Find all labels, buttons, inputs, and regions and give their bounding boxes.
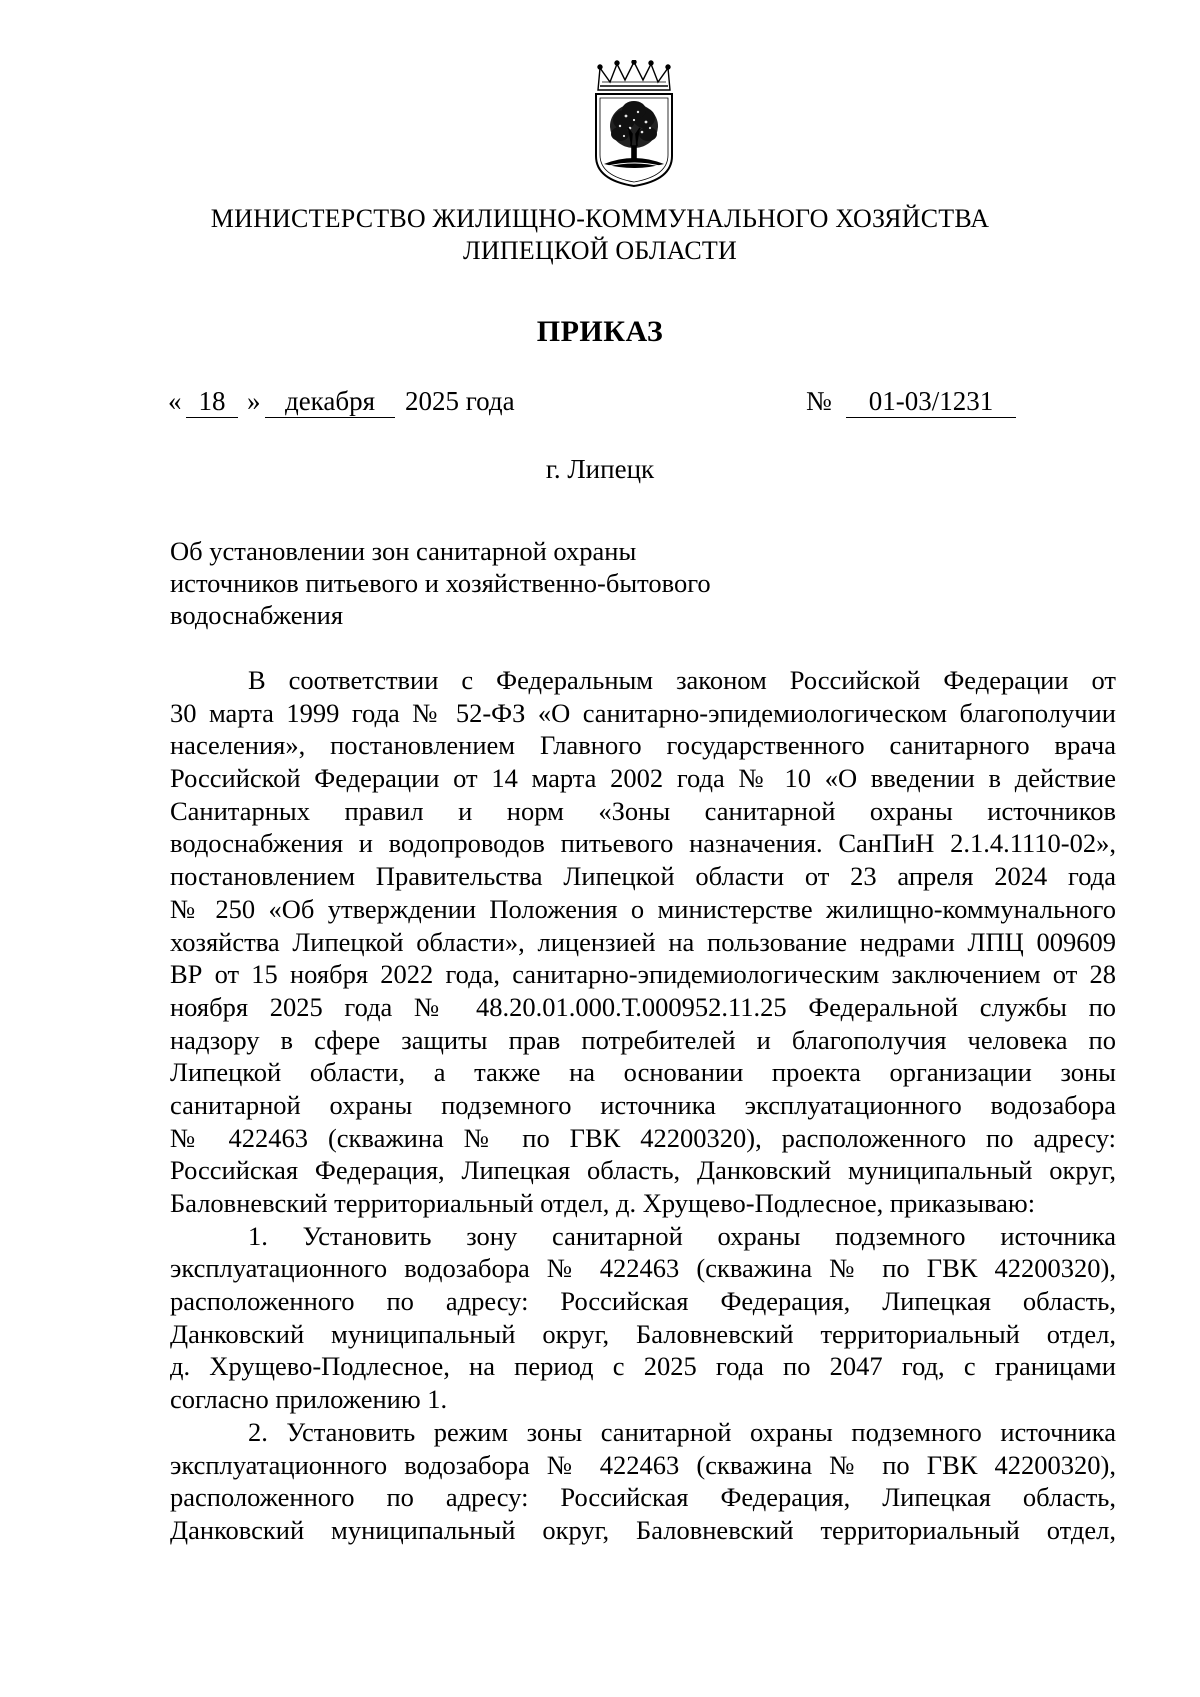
text-line: водоснабжения и водопроводов питьевого назначения. СанПиН 2.1.4.1110-02», [170,828,1116,859]
text-line: 30 марта 1999 года № 52-ФЗ «О санитарно-эпидемиологическом благополучии [170,697,1116,728]
text-line: 2. Установить режим зоны санитарной охраны подземного источника [248,1416,1116,1447]
text-line: Данковский муниципальный округ, Баловневский территориальный отдел, [170,1514,1116,1545]
text-line: расположенного по адресу: Российская Федерация, Липецкая область, [170,1286,1116,1317]
number-sign: № [806,386,832,416]
subject-line: водоснабжения [170,600,344,630]
text-line: расположенного по адресу: Российская Федерация, Липецкая область, [170,1482,1116,1513]
date-close-quote: » [247,386,261,416]
document-subject [170,535,870,631]
text-line: В соответствии с Федеральным законом Российской Федерации от [248,665,1116,695]
text-line: согласно приложению 1. [170,1384,448,1415]
text-line: Российской Федерации от 14 марта 2002 года № 10 «О введении в действие [170,763,1116,794]
date-day: 18 [186,385,238,418]
date-open-quote: « [168,386,182,416]
text-line: Российская Федерация, Липецкая область, Данковский муниципальный округ, [170,1155,1116,1186]
text-line: 1. Установить зону санитарной охраны подземного источника [248,1220,1116,1251]
text-line: Липецкой области, а также на основании проекта организации зоны [170,1057,1116,1088]
ministry-name-line-1: МИНИСТЕРСТВО ЖИЛИЩНО-КОММУНАЛЬНОГО ХОЗЯЙСТВА [210,204,990,233]
text-line: эксплуатационного водозабора № 422463 (скважина № по ГВК 42200320), [170,1449,1116,1480]
text-line: ВР от 15 ноября 2022 года, санитарно-эпидемиологическим заключением от 28 [170,959,1116,990]
text-line: д. Хрущево-Подлесное, на период с 2025 года по 2047 год, с границами [170,1351,1116,1382]
document-number: 01-03/1231 [846,385,1016,418]
document-type: ПРИКАЗ [536,315,664,348]
date-month: декабря [265,385,395,418]
item-2-paragraph [170,1416,1116,1547]
city: г. Липецк [545,454,655,484]
coat-of-arms-emblem [590,60,678,188]
subject-line: Об установлении зон санитарной охраны [170,536,637,566]
text-line: населения», постановлением Главного государственного санитарного врача [170,730,1116,761]
text-line: санитарной охраны подземного источника эксплуатационного водозабора [170,1089,1116,1120]
text-line: хозяйства Липецкой области», лицензией на пользование недрами ЛПЦ 009609 [170,926,1116,957]
date-number-line [0,385,1200,419]
preamble-paragraph [170,664,1116,1220]
text-line: надзору в сфере защиты прав потребителей и благополучия человека по [170,1024,1116,1055]
text-line: № 422463 (скважина № по ГВК 42200320), расположенного по адресу: [170,1122,1116,1153]
text-line: эксплуатационного водозабора № 422463 (скважина № по ГВК 42200320), [170,1253,1116,1284]
text-line: Санитарных правил и норм «Зоны санитарной охраны источников [170,795,1116,826]
text-line: ноября 2025 года № 48.20.01.000.Т.000952.11.25 Федеральной службы по [170,991,1116,1022]
text-line: Баловневский территориальный отдел, д. Хрущево-Подлесное, приказываю: [170,1188,1036,1218]
text-line: постановлением Правительства Липецкой области от 23 апреля 2024 года [170,861,1116,892]
subject-line: источников питьевого и хозяйственно-бытового [170,568,711,598]
date-year: 2025 года [405,386,515,416]
text-line: Данковский муниципальный округ, Баловневский территориальный отдел, [170,1318,1116,1349]
ministry-name-line-2: ЛИПЕЦКОЙ ОБЛАСТИ [463,236,737,265]
document-body [170,664,1116,1547]
text-line: № 250 «Об утверждении Положения о министерстве жилищно-коммунального [170,893,1116,924]
item-1-paragraph [170,1220,1116,1416]
